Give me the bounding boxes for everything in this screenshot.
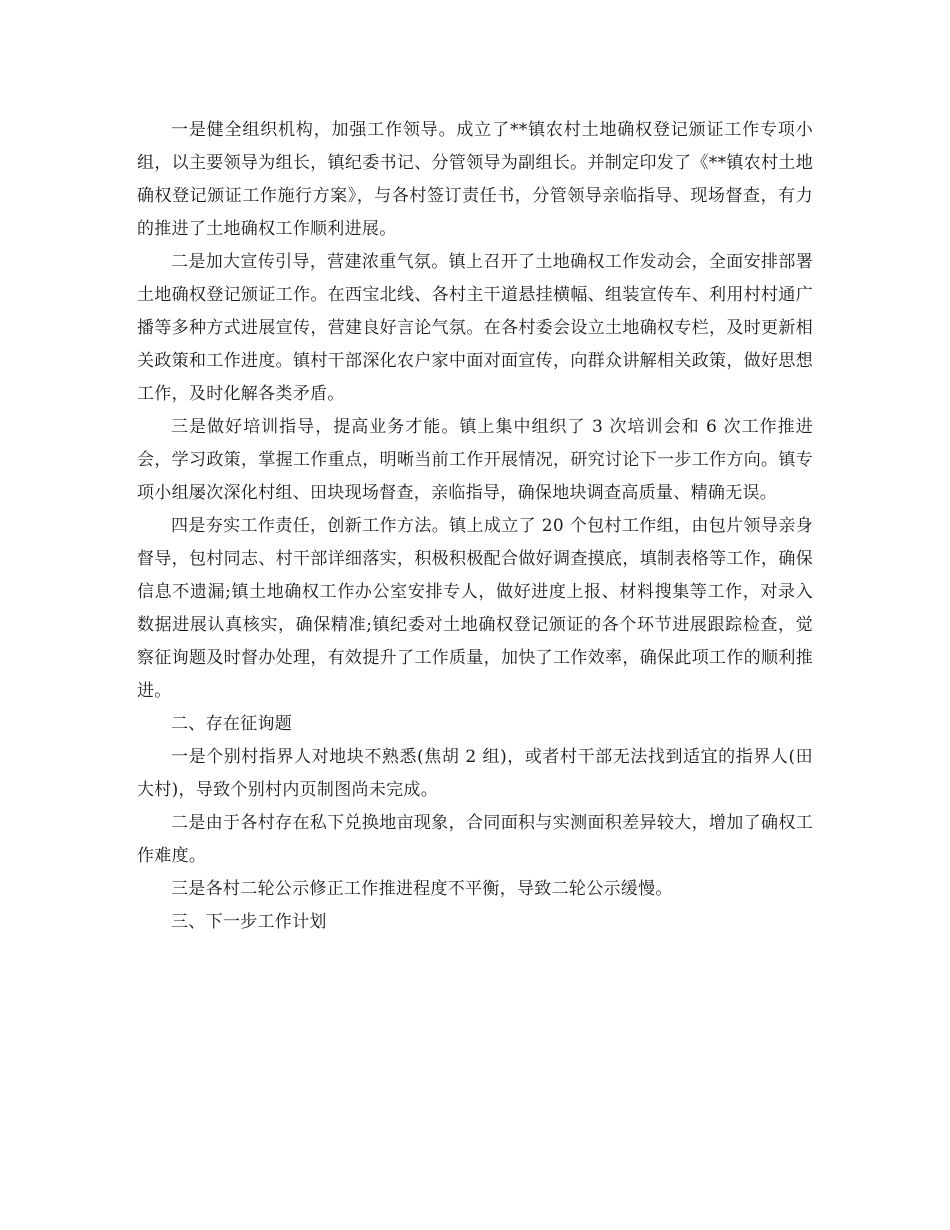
paragraph-training: 三是做好培训指导，提高业务才能。镇上集中组织了 3 次培训会和 6 次工作推进会，学习政策，掌握工作重点，明晰当前工作开展情况，研究讨论下一步工作方向。镇专项小组屡次深化村组、田块现场督查，亲临指导，确保地块调查高质量、精确无误。 bbox=[137, 417, 813, 503]
paragraph-organization: 一是健全组织机构，加强工作领导。成立了**镇农村土地确权登记颁证工作专项小组，以主要领导为组长，镇纪委书记、分管领导为副组长。并制定印发了《**镇农村土地确权登记颁证工作施行方案》，与各村签订责任书，分管领导亲临指导、现场督查，有力的推进了土地确权工作顺利进展。 bbox=[137, 120, 813, 239]
paragraph-problem-3: 三是各村二轮公示修正工作推进程度不平衡，导致二轮公示缓慢。 bbox=[171, 879, 673, 899]
document-body bbox=[137, 114, 813, 939]
section-heading-next-plan: 三、下一步工作计划 bbox=[171, 912, 327, 932]
paragraph-problem-1: 一是个别村指界人对地块不熟悉(焦胡 2 组)，或者村干部无法找到适宜的指界人(田大村)，导致个别村内页制图尚未完成。 bbox=[137, 747, 813, 800]
section-heading-problems: 二、存在征询题 bbox=[171, 714, 293, 734]
paragraph-problem-2: 二是由于各村存在私下兑换地亩现象，合同面积与实测面积差异较大，增加了确权工作难度。 bbox=[137, 813, 813, 866]
paragraph-responsibility: 四是夯实工作责任，创新工作方法。镇上成立了 20 个包村工作组，由包片领导亲身督导，包村同志、村干部详细落实，积极积极配合做好调查摸底，填制表格等工作，确保信息不遗漏;镇土地确权工作办公室安排专人，做好进度上报、材料搜集等工作，对录入数据进展认真核实，确保精准;镇纪委对土地确权登记颁证的各个环节进展跟踪检查，觉察征询题及时督办处理，有效提升了工作质量，加快了工作效率，确保此项工作的顺利推进。 bbox=[137, 516, 813, 701]
paragraph-publicity: 二是加大宣传引导，营建浓重气氛。镇上召开了土地确权工作发动会，全面安排部署土地确权登记颁证工作。在西宝北线、各村主干道悬挂横幅、组装宣传车、利用村村通广播等多种方式进展宣传，营建良好言论气氛。在各村委会设立土地确权专栏，及时更新相关政策和工作进度。镇村干部深化农户家中面对面宣传，向群众讲解相关政策，做好思想工作，及时化解各类矛盾。 bbox=[137, 252, 813, 404]
